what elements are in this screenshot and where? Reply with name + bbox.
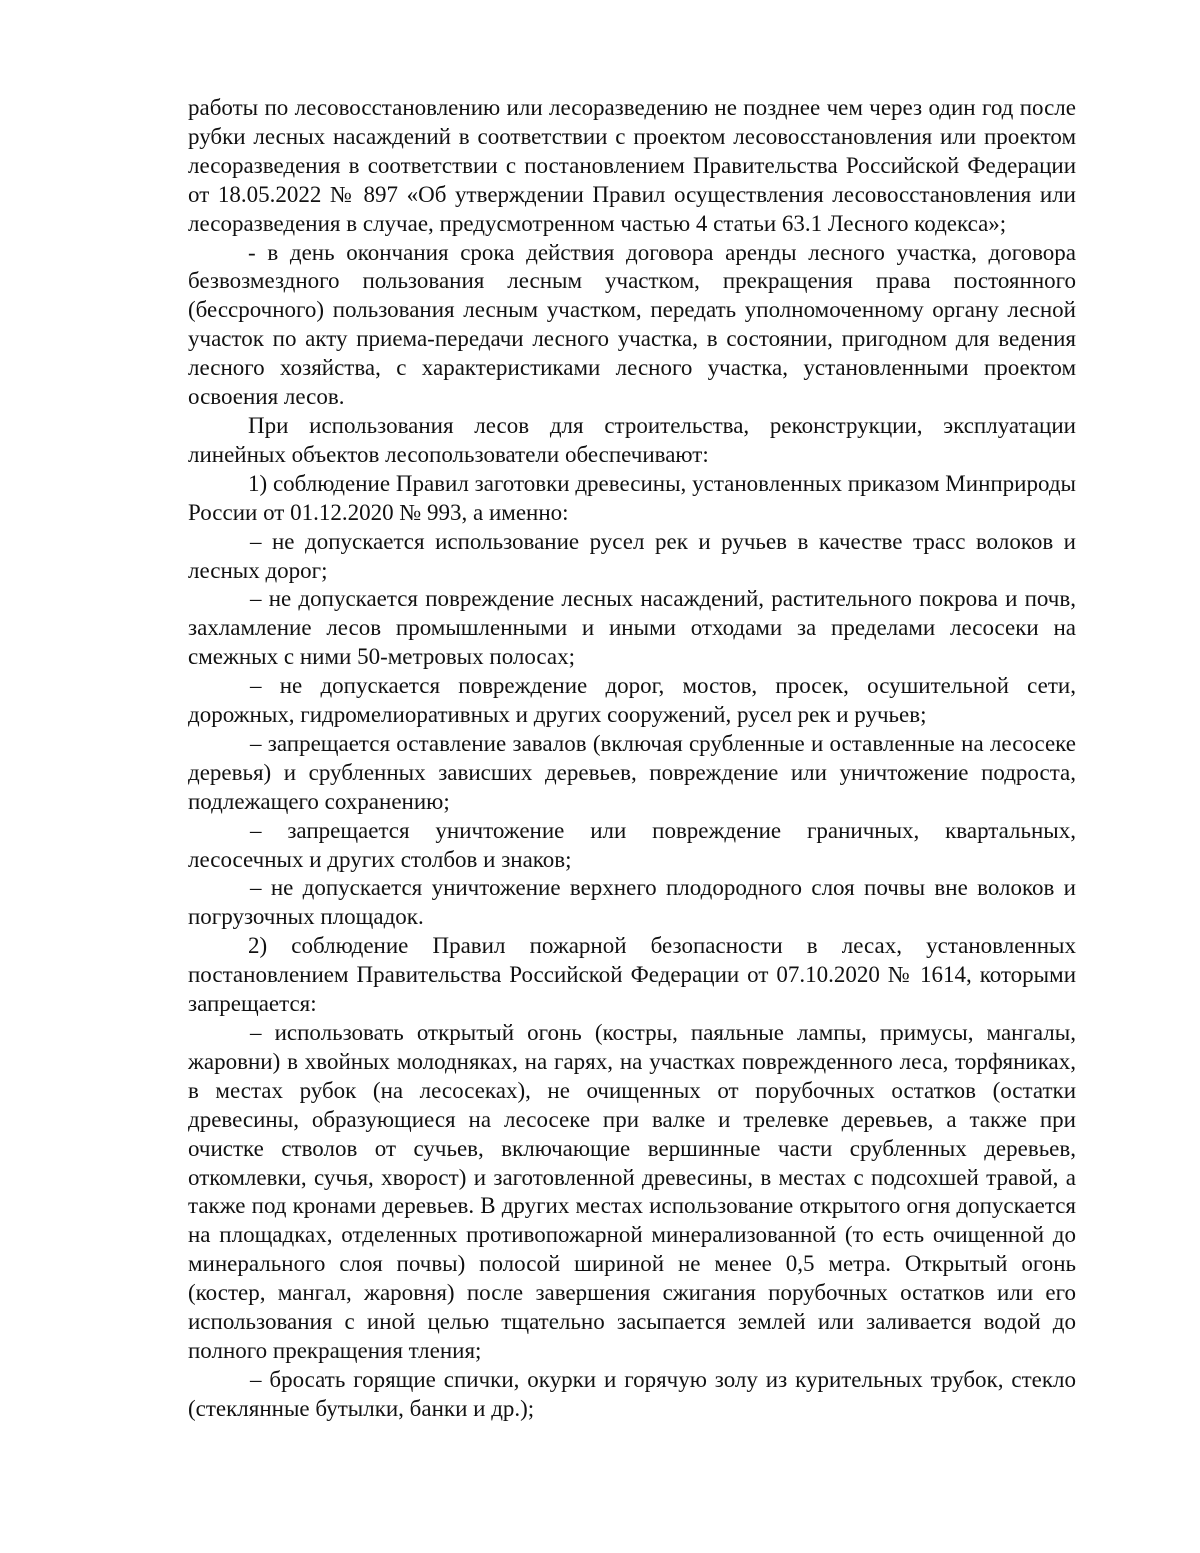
list-item: – не допускается повреждение лесных насаждений, растительного покрова и почв, захламление лесов промышленными и иными отходами за пределами лесосеки на смежных с ними 50-метровых полосах; [188,586,1076,670]
paragraph-lease-end: - в день окончания срока действия договора аренды лесного участка, договора безвозмездного пользования лесным участком, прекращения права постоянного (бессрочного) пользования лесным участком, передать уполномоченному органу лесной участок по акту приема-передачи лесного участка, в состоянии, пригодном для ведения лесного хозяйства, с характеристиками лесного участка, установленными проектом освоения лесов. [188,239,1076,410]
list-item: – запрещается уничтожение или повреждение граничных, квартальных, лесосечных и других столбов и знаков; [188,817,1076,872]
list-item: – не допускается повреждение дорог, мостов, просек, осушительной сети, дорожных, гидромелиоративных и других сооружений, русел рек и ручьев; [188,673,1076,728]
paragraph-continuation: работы по лесовосстановлению или лесоразведению не позднее чем через один год после рубки лесных насаждений в соответствии с проектом лесовосстановления или проектом лесоразведения в соответствии с постановлением Правительства Российской Федерации от 18.05.2022 № 897 «Об утверждении Правил осуществления лесовосстановления или лесоразведения в случае, предусмотренном частью 4 статьи 63.1 Лесного кодекса»; [188,95,1076,236]
list-item: – запрещается оставление завалов (включая срубленные и оставленные на лесосеке деревья) и срубленных зависших деревьев, повреждение или уничтожение подроста, подлежащего сохранению; [188,730,1076,814]
paragraph-timber-rules: 1) соблюдение Правил заготовки древесины, установленных приказом Минприроды России от 01.12.2020 № 993, а именно: [188,470,1076,525]
document-body [188,94,1076,1424]
list-item: – бросать горящие спички, окурки и горячую золу из курительных трубок, стекло (стеклянные бутылки, банки и др.); [188,1366,1076,1421]
list-item: – не допускается использование русел рек и ручьев в качестве трасс волоков и лесных дорог; [188,528,1076,583]
list-item: – использовать открытый огонь (костры, паяльные лампы, примусы, мангалы, жаровни) в хвойных молодняках, на гарях, на участках поврежденного леса, торфяниках, в местах рубок (на лесосеках), не очищенных от порубочных остатков (остатки древесины, образующиеся на лесосеке при валке и трелевке деревьев, а также при очистке стволов от сучьев, включающие вершинные части срубленных деревьев, откомлевки, сучья, хворост) и заготовленной древесины, в местах с подсохшей травой, а также под кронами деревьев. В других местах использование открытого огня допускается на площадках, отделенных противопожарной минерализованной (то есть очищенной до минерального слоя почвы) полосой шириной не менее 0,5 метра. Открытый огонь (костер, мангал, жаровня) после завершения сжигания порубочных остатков или его использования с иной целью тщательно засыпается землей или заливается водой до полного прекращения тления; [188,1020,1076,1363]
list-item: – не допускается уничтожение верхнего плодородного слоя почвы вне волоков и погрузочных площадок. [188,875,1076,930]
paragraph-linear-objects: При использования лесов для строительства, реконструкции, эксплуатации линейных объектов лесопользователи обеспечивают: [188,412,1076,467]
paragraph-fire-rules: 2) соблюдение Правил пожарной безопасности в лесах, установленных постановлением Правительства Российской Федерации от 07.10.2020 № 1614, которыми запрещается: [188,933,1076,1017]
